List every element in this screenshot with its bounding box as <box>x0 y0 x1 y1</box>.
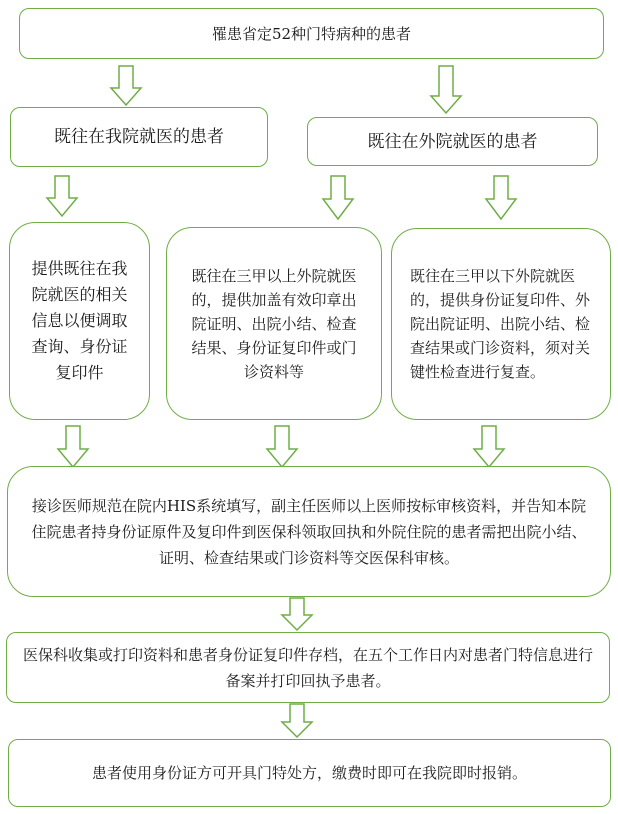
final-box <box>8 739 611 807</box>
arrow-external-to-tier3-above <box>323 176 353 219</box>
arrow-start-to-external <box>431 66 461 113</box>
branch-internal-text: 既往在我院就医的患者 <box>54 127 224 147</box>
arrow-tier3-above-to-registration <box>267 426 297 467</box>
detail-tier3-below-box <box>391 228 611 420</box>
detail-tier3-above-text: 既往在三甲以上外院就医的，提供加盖有效印章出院证明、出院小结、检查结果、身份证复印件或门诊资料等 <box>191 266 357 381</box>
arrow-detail-internal-to-registration <box>58 426 88 467</box>
arrow-internal-to-detail <box>47 176 77 216</box>
start-box <box>19 8 604 59</box>
registration-text: 接诊医师规范在院内HIS系统填写，副主任医师以上医师按标审核资料，并告知本院住院患者持身份证原件及复印件到医保科领取回执和外院住院的患者需把出院小结、证明、检查结果或门诊资料等交医保科审核。 <box>31 496 587 567</box>
branch-external-box <box>307 117 598 166</box>
start-text: 罹患省定52种门特病种的患者 <box>211 24 412 43</box>
filing-box <box>6 632 610 703</box>
detail-tier3-above-box <box>166 227 382 420</box>
branch-external-text: 既往在外院就医的患者 <box>367 131 538 152</box>
detail-internal-box <box>9 222 150 420</box>
arrow-start-to-internal <box>111 66 141 105</box>
arrow-external-to-tier3-below <box>486 176 516 219</box>
final-text: 患者使用身份证方可开具门特处方，缴费时即可在我院即时报销。 <box>91 764 527 782</box>
arrow-registration-to-filing <box>282 598 312 630</box>
filing-text: 医保科收集或打印资料和患者身份证复印件存档，在五个工作日内对患者门特信息进行备案并打印回执予患者。 <box>23 645 594 690</box>
branch-internal-box <box>10 107 268 167</box>
arrow-filing-to-final <box>282 704 312 737</box>
detail-tier3-below-text: 既往在三甲以下外院就医的，提供身份证复印件、外院出院证明、出院小结、检查结果或门诊资料，须对关键性检查进行复查。 <box>410 267 591 381</box>
detail-internal-text: 提供既往在我院就医的相关信息以便调取查询、身份证复印件 <box>31 259 128 382</box>
arrow-tier3-below-to-registration <box>474 426 504 467</box>
registration-box <box>7 466 611 597</box>
